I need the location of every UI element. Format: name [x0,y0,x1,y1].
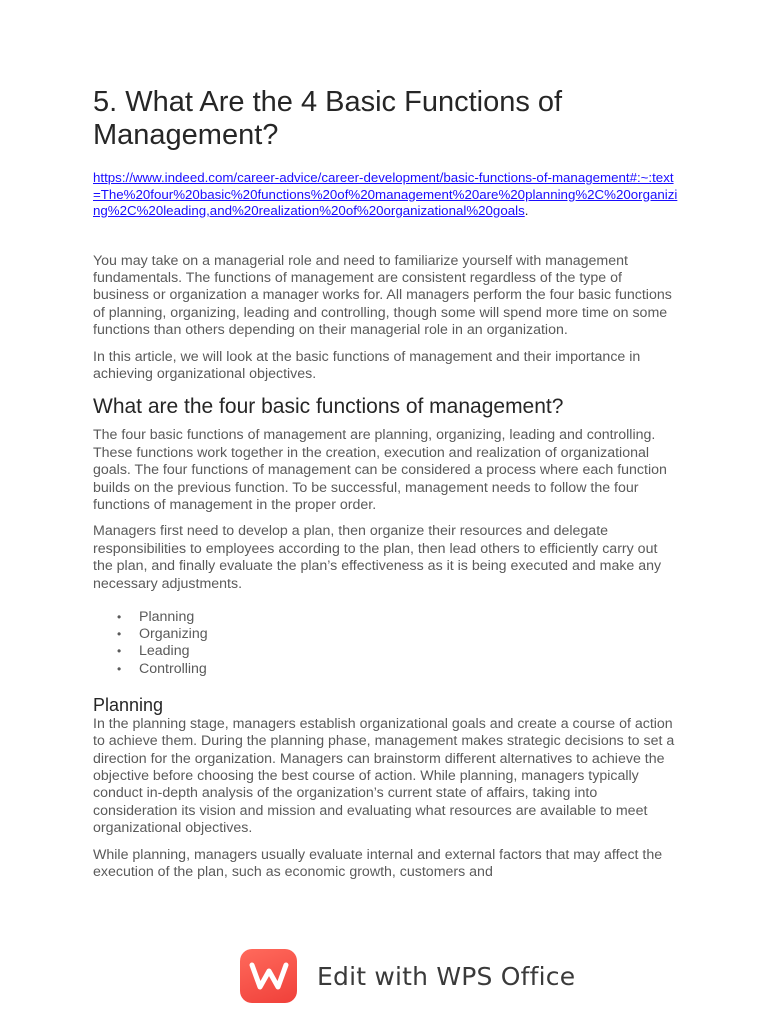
list-item-label: Organizing [139,626,208,643]
intro-paragraph-2: In this article, we will look at the basic functions of management and their importance in achieving organizational objectives. [93,348,641,382]
document-page [93,86,678,890]
list-item [117,643,678,660]
source-link-block [93,170,678,220]
list-item-label: Controlling [139,660,207,677]
wps-edit-label[interactable]: Edit with WPS Office [317,961,576,991]
bullet-icon: • [117,610,122,624]
planning-paragraph-1: In the planning stage, managers establish organizational goals and create a course of action to achieve them. During the planning phase, management makes strategic decisions to set a direction for the organization. Managers can brainstorm different alternatives to achieve the objective before choosing the best course of action. While planning, managers typically conduct in-depth analysis of the organization’s current state of affairs, taking into consideration its vision and mission and evaluating what resources are available to meet organizational objectives. [93,715,675,837]
wps-edit-banner[interactable] [240,948,575,1004]
list-item-label: Leading [139,643,190,660]
section-paragraph-1: The four basic functions of management are planning, organizing, leading and controlling. These functions work together in the creation, execution and realization of organizational goals. The four functions of management can be considered a process where each function builds on the previous function. To be successful, management needs to follow the four functions of management in the proper order. [93,427,667,513]
planning-paragraph-2: While planning, managers usually evaluate internal and external factors that may affect the execution of the plan, such as economic growth, customers and [93,846,663,881]
list-item [117,626,678,643]
source-link[interactable]: https://www.indeed.com/career-advice/career-development/basic-functions-of-management#:~:text=The%20four%20basic%20functions%20of%20management%20are%20planning%2C%20organizing%2C%20leading,and%20realization%20of%20organizational%20goals [93,170,678,218]
page-title: 5. What Are the 4 Basic Functions of Management? [93,86,563,151]
bullet-icon: • [117,627,122,642]
list-item-label: Planning [139,609,195,625]
planning-heading: Planning [93,694,164,715]
source-link-trailing: . [524,203,529,218]
wps-w-mark [249,961,289,991]
functions-list [93,609,678,678]
section-heading: What are the four basic functions of management? [93,395,564,419]
bullet-icon: • [117,644,122,659]
section-paragraph-2: Managers first need to develop a plan, then organize their resources and delegate responsibilities to employees according to the plan, then lead others to efficiently carry out the plan, and finally evaluate the plan’s effectiveness as it is being executed and make any necessary adjustments. [93,523,662,592]
list-item [117,660,678,678]
intro-paragraph-1: You may take on a managerial role and need to familiarize yourself with management fundamentals. The functions of management are consistent regardless of the type of business or organization a manager works for. All managers perform the four basic functions of planning, organizing, leading and controlling, though some will spend more time on some functions than others depending on their managerial role in an organization. [93,252,672,339]
bullet-icon: • [117,661,122,676]
list-item [117,609,678,626]
wps-office-logo-icon [240,949,297,1003]
